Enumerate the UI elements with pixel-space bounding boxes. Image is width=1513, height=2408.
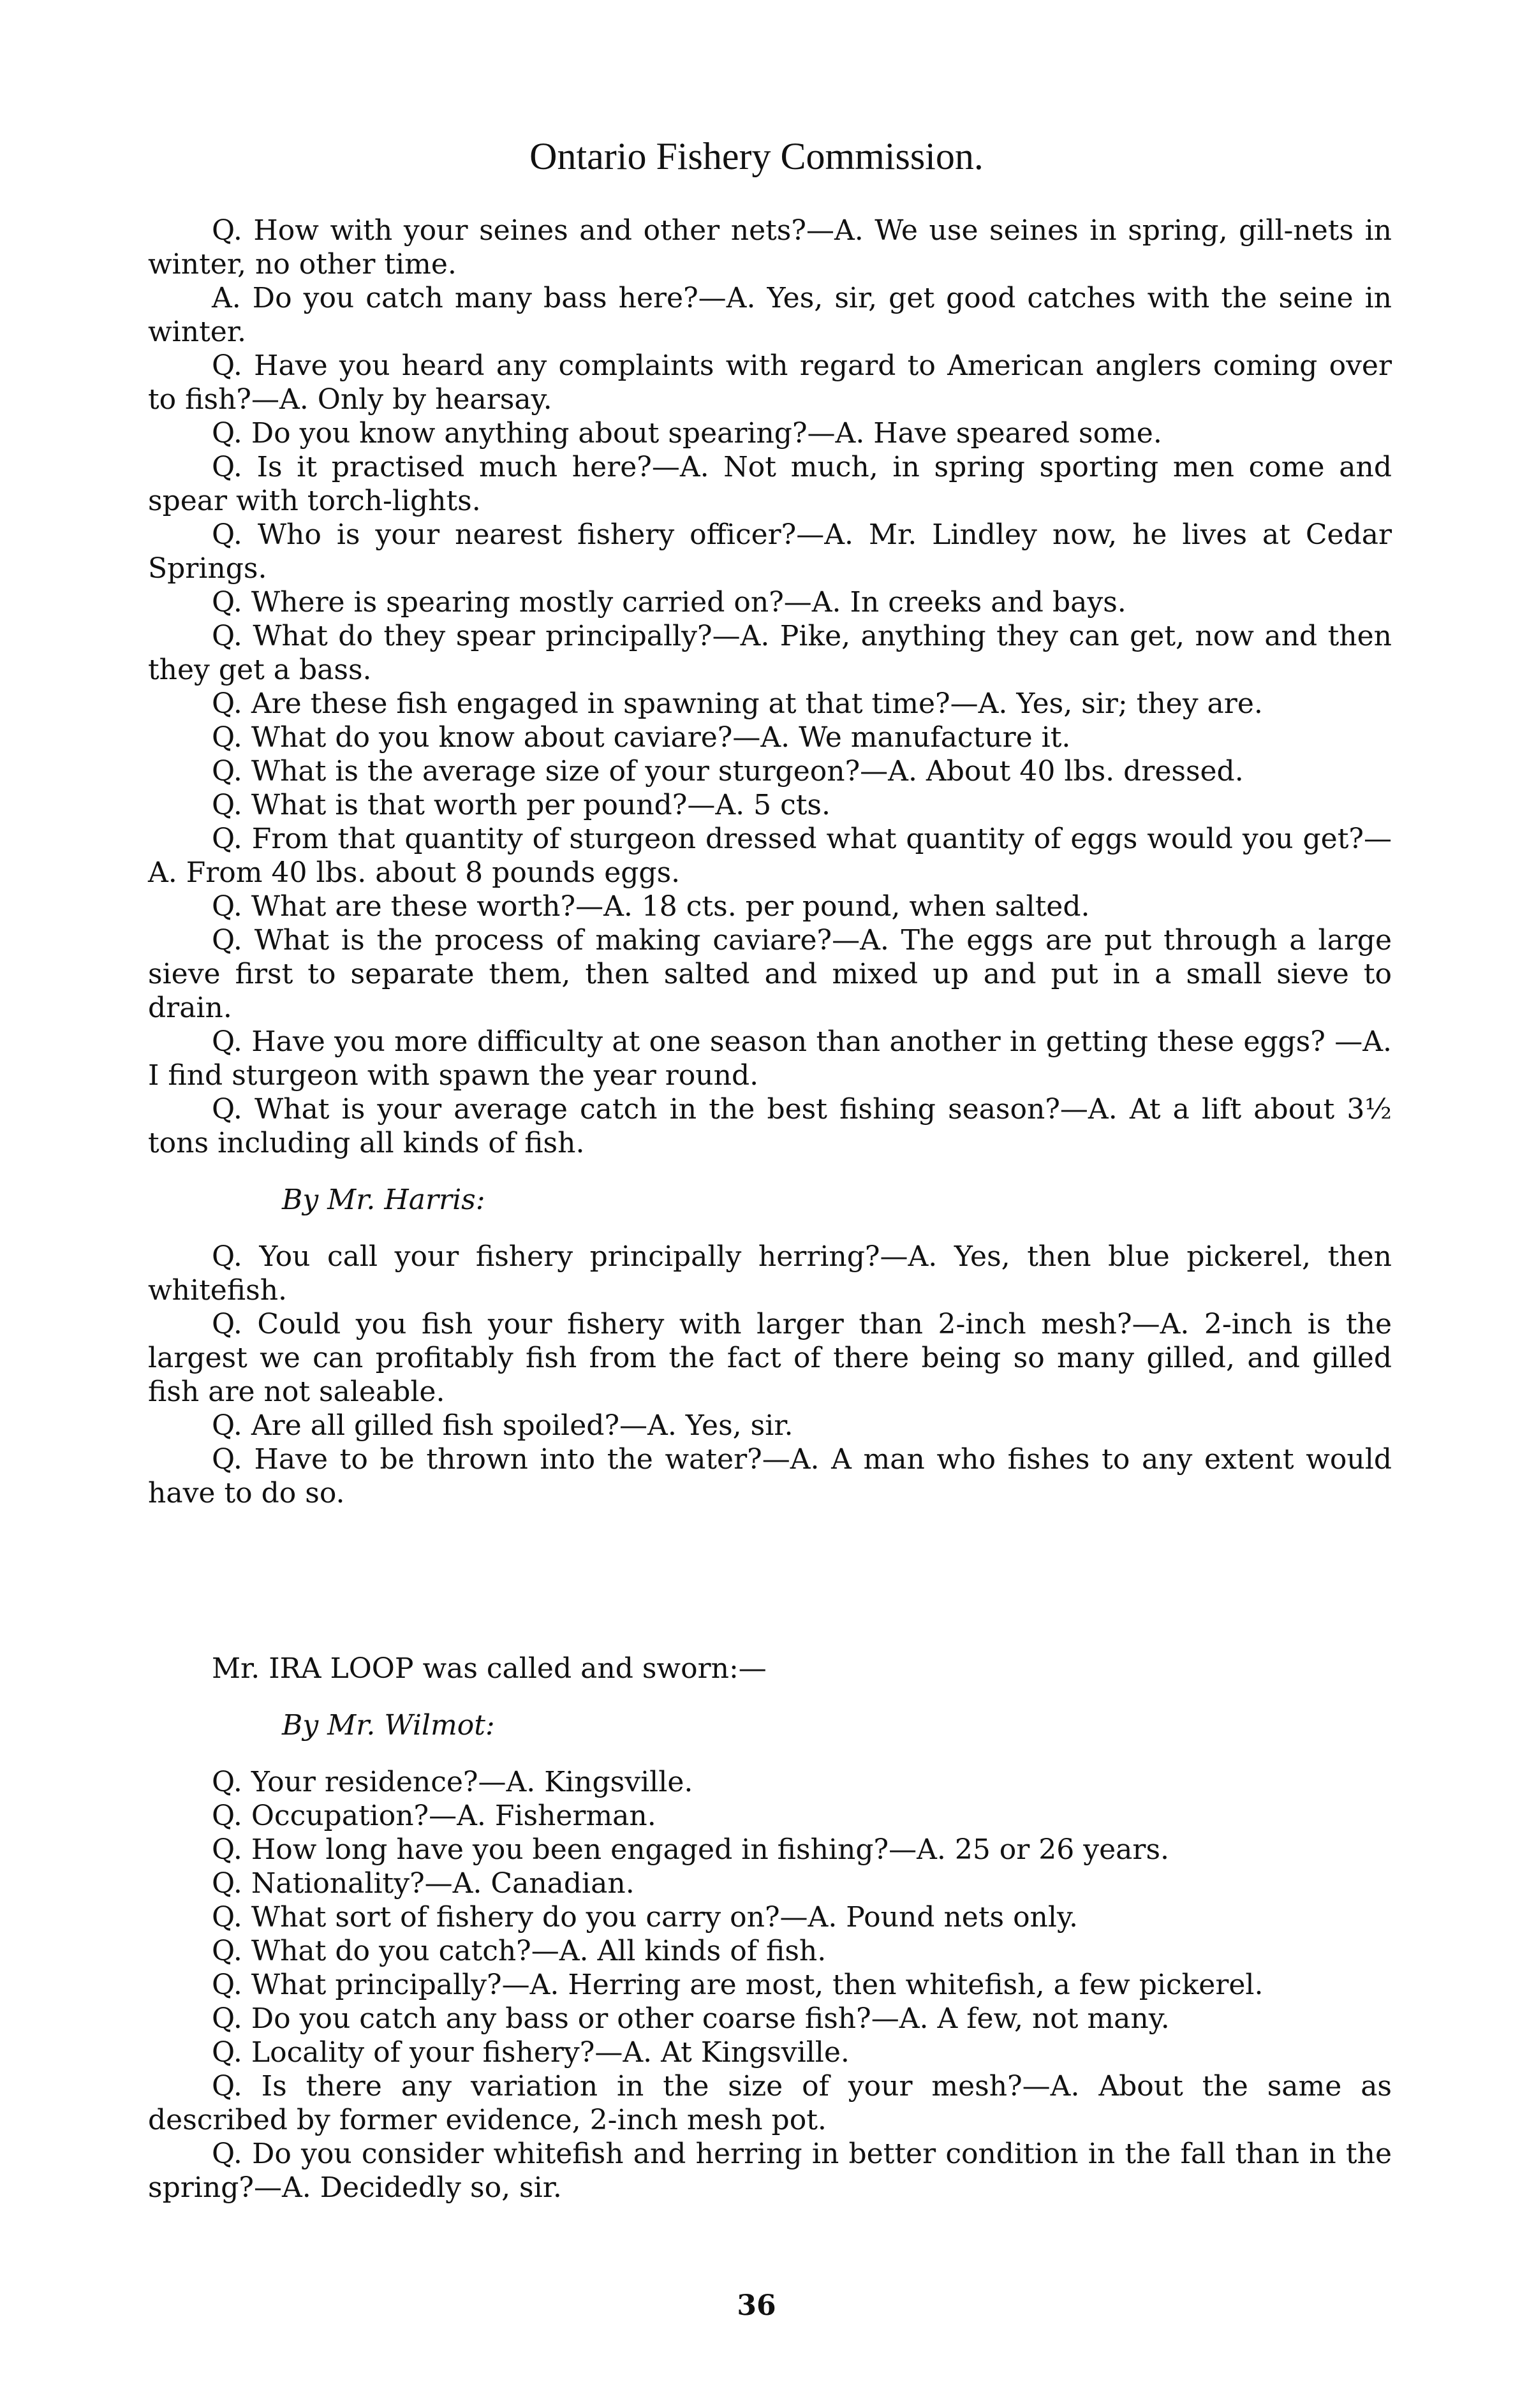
qa-paragraph: Q. Do you catch any bass or other coarse fish?—A. A few, not many. (212, 2002, 1170, 2035)
qa-paragraph: Q. What principally?—A. Herring are most, then whitefish, a few pickerel. (212, 1969, 1264, 2001)
qa-paragraph: Q. Nationality?—A. Canadian. (212, 1867, 635, 1900)
qa-paragraph: A. Do you catch many bass here?—A. Yes, sir, get good catches with the seine in winter. (148, 282, 1392, 348)
qa-paragraph: Q. What do you know about caviare?—A. We manufacture it. (212, 721, 1071, 754)
qa-paragraph: Q. What is the average size of your sturgeon?—A. About 40 lbs. dressed. (212, 755, 1244, 788)
qa-paragraph: Q. Have you more difficulty at one season than another in getting these eggs? —A. I find sturgeon with spawn the year round. (148, 1025, 1392, 1092)
qa-paragraph: Q. How with your seines and other nets?—A. We use seines in spring, gill-nets in winter, no other time. (148, 214, 1392, 281)
qa-paragraph: Q. What sort of fishery do you carry on?—A. Pound nets only. (212, 1901, 1078, 1934)
qa-paragraph: Q. From that quantity of sturgeon dressed what quantity of eggs would you get?—A. From 40 lbs. about 8 pounds eggs. (148, 823, 1392, 889)
qa-paragraph: Q. Occupation?—A. Fisherman. (212, 1800, 656, 1832)
page-number: 36 (737, 2289, 776, 2322)
qa-paragraph: Q. Your residence?—A. Kingsville. (212, 1766, 693, 1798)
qa-paragraph: Q. Are these fish engaged in spawning at that time?—A. Yes, sir; they are. (212, 687, 1263, 720)
qa-paragraph: Q. What is your average catch in the best fishing season?—A. At a lift about 3½ tons including all kinds of fish. (148, 1093, 1392, 1159)
qa-paragraph: Q. How long have you been engaged in fishing?—A. 25 or 26 years. (212, 1833, 1170, 1866)
qa-paragraph: Q. Who is your nearest fishery officer?—A. Mr. Lindley now, he lives at Cedar Springs. (148, 518, 1392, 585)
witness-intro: Mr. IRA LOOP was called and sworn:— (212, 1652, 767, 1685)
qa-paragraph: Q. What is the process of making caviare?—A. The eggs are put through a large sieve first to separate them, then salted and mixed up and put in a small sieve to drain. (148, 924, 1392, 1024)
examiner-byline: By Mr. Harris: (282, 1184, 485, 1216)
qa-paragraph: Q. You call your fishery principally herring?—A. Yes, then blue pickerel, then whitefish. (148, 1240, 1392, 1307)
qa-paragraph: Q. Could you fish your fishery with larger than 2-inch mesh?—A. 2-inch is the largest we can profitably fish from the fact of there being so many gilled, and gilled fish are not saleable. (148, 1308, 1392, 1408)
qa-paragraph: Q. Locality of your fishery?—A. At Kingsville. (212, 2036, 850, 2069)
qa-paragraph: Q. Is it practised much here?—A. Not much, in spring sporting men come and spear with torch-lights. (148, 451, 1392, 517)
qa-paragraph: Q. Do you consider whitefish and herring in better condition in the fall than in the spring?—A. Decidedly so, sir. (148, 2138, 1392, 2204)
qa-paragraph: Q. What do they spear principally?—A. Pike, anything they can get, now and then they get a bass. (148, 620, 1392, 686)
testimony-section-2 (148, 1652, 1392, 2205)
testimony-section-1 (148, 214, 1392, 1510)
qa-paragraph: Q. Where is spearing mostly carried on?—A. In creeks and bays. (212, 586, 1126, 619)
qa-paragraph: Q. What do you catch?—A. All kinds of fish. (212, 1935, 827, 1967)
page-title: Ontario Fishery Commission. (529, 135, 984, 177)
qa-paragraph: Q. What are these worth?—A. 18 cts. per pound, when salted. (212, 890, 1090, 923)
qa-paragraph: Q. Do you know anything about spearing?—A. Have speared some. (212, 417, 1162, 450)
qa-paragraph: Q. Is there any variation in the size of your mesh?—A. About the same as described by former evidence, 2-inch mesh pot. (148, 2070, 1392, 2136)
qa-paragraph: Q. Have you heard any complaints with regard to American anglers coming over to fish?—A. Only by hearsay. (148, 349, 1392, 416)
qa-paragraph: Q. Have to be thrown into the water?—A. A man who fishes to any extent would have to do so. (148, 1443, 1392, 1509)
qa-paragraph: Q. What is that worth per pound?—A. 5 cts. (212, 789, 830, 821)
examiner-byline: By Mr. Wilmot: (282, 1709, 495, 1742)
qa-paragraph: Q. Are all gilled fish spoiled?—A. Yes, sir. (212, 1409, 793, 1442)
